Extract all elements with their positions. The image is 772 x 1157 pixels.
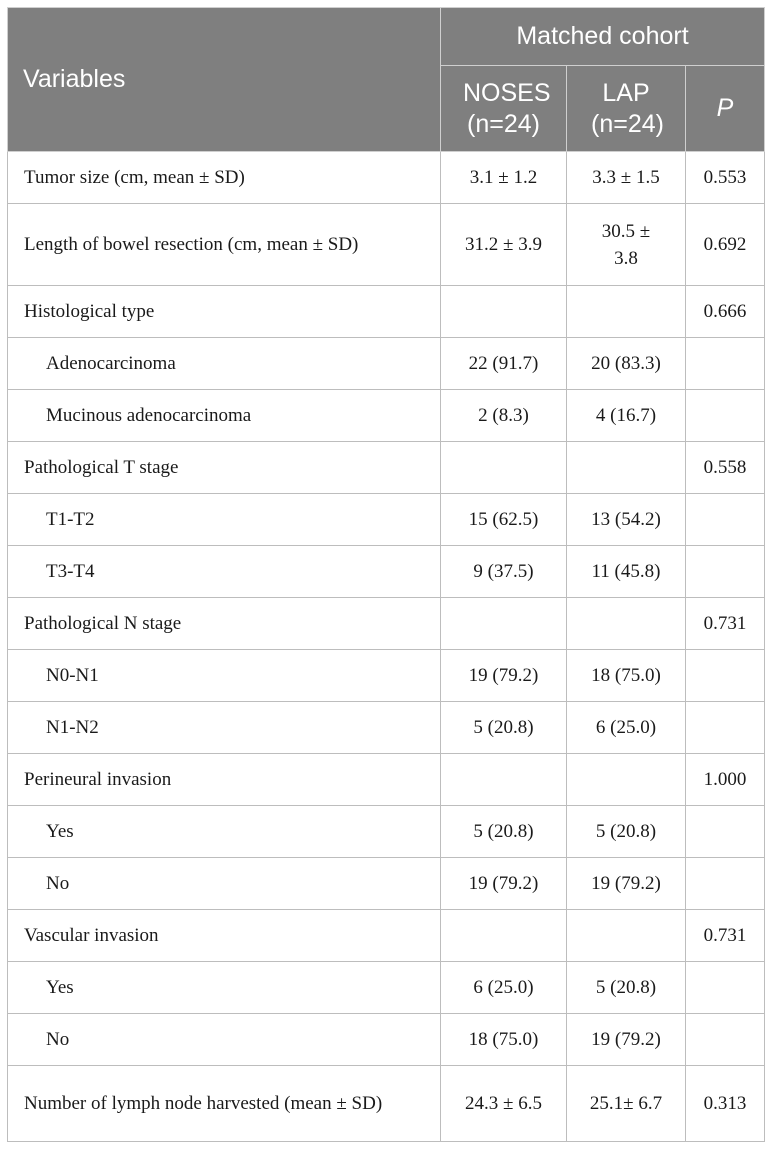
row-p: 0.313 bbox=[686, 1066, 765, 1142]
table-row bbox=[8, 650, 765, 702]
table-row bbox=[8, 338, 765, 390]
row-p bbox=[686, 806, 765, 858]
table-row bbox=[8, 390, 765, 442]
table-row bbox=[8, 494, 765, 546]
row-p bbox=[686, 494, 765, 546]
row-noses bbox=[441, 286, 567, 338]
row-label: Yes bbox=[8, 962, 441, 1014]
table-row bbox=[8, 806, 765, 858]
header-matched-cohort: Matched cohort bbox=[441, 8, 765, 66]
row-noses: 19 (79.2) bbox=[441, 650, 567, 702]
row-noses: 22 (91.7) bbox=[441, 338, 567, 390]
row-noses: 9 (37.5) bbox=[441, 546, 567, 598]
row-p bbox=[686, 546, 765, 598]
table-row bbox=[8, 702, 765, 754]
row-lap bbox=[567, 598, 686, 650]
row-lap: 5 (20.8) bbox=[567, 806, 686, 858]
row-noses: 19 (79.2) bbox=[441, 858, 567, 910]
table-row bbox=[8, 754, 765, 806]
row-noses: 5 (20.8) bbox=[441, 806, 567, 858]
row-noses: 31.2 ± 3.9 bbox=[441, 204, 567, 286]
row-p: 0.692 bbox=[686, 204, 765, 286]
row-label: Pathological T stage bbox=[8, 442, 441, 494]
row-label: Tumor size (cm, mean ± SD) bbox=[8, 152, 441, 204]
row-label: T1-T2 bbox=[8, 494, 441, 546]
table-header bbox=[8, 8, 765, 152]
row-lap: 25.1± 6.7 bbox=[567, 1066, 686, 1142]
row-p: 0.558 bbox=[686, 442, 765, 494]
header-noses: NOSES (n=24) bbox=[441, 66, 567, 152]
table-row bbox=[8, 546, 765, 598]
row-label: Adenocarcinoma bbox=[8, 338, 441, 390]
row-label: N0-N1 bbox=[8, 650, 441, 702]
row-lap: 19 (79.2) bbox=[567, 1014, 686, 1066]
row-lap: 11 (45.8) bbox=[567, 546, 686, 598]
row-label: No bbox=[8, 858, 441, 910]
row-label: T3-T4 bbox=[8, 546, 441, 598]
row-lap: 3.3 ± 1.5 bbox=[567, 152, 686, 204]
row-label: Vascular invasion bbox=[8, 910, 441, 962]
row-lap bbox=[567, 442, 686, 494]
row-lap: 19 (79.2) bbox=[567, 858, 686, 910]
table-row bbox=[8, 858, 765, 910]
row-lap: 5 (20.8) bbox=[567, 962, 686, 1014]
row-noses: 24.3 ± 6.5 bbox=[441, 1066, 567, 1142]
row-lap: 20 (83.3) bbox=[567, 338, 686, 390]
row-noses bbox=[441, 754, 567, 806]
row-label: No bbox=[8, 1014, 441, 1066]
table-row bbox=[8, 1066, 765, 1142]
row-noses: 5 (20.8) bbox=[441, 702, 567, 754]
row-noses: 18 (75.0) bbox=[441, 1014, 567, 1066]
row-noses: 15 (62.5) bbox=[441, 494, 567, 546]
row-lap bbox=[567, 286, 686, 338]
table-row bbox=[8, 442, 765, 494]
row-noses: 6 (25.0) bbox=[441, 962, 567, 1014]
row-noses bbox=[441, 598, 567, 650]
table-row bbox=[8, 1014, 765, 1066]
row-p bbox=[686, 702, 765, 754]
row-p bbox=[686, 1014, 765, 1066]
row-lap: 6 (25.0) bbox=[567, 702, 686, 754]
row-p: 0.666 bbox=[686, 286, 765, 338]
row-noses: 3.1 ± 1.2 bbox=[441, 152, 567, 204]
row-lap bbox=[567, 754, 686, 806]
row-p: 1.000 bbox=[686, 754, 765, 806]
row-p bbox=[686, 390, 765, 442]
results-table bbox=[7, 7, 765, 1142]
row-p bbox=[686, 962, 765, 1014]
row-lap: 13 (54.2) bbox=[567, 494, 686, 546]
row-label: Mucinous adenocarcinoma bbox=[8, 390, 441, 442]
table-row bbox=[8, 286, 765, 338]
row-label: N1-N2 bbox=[8, 702, 441, 754]
row-label: Pathological N stage bbox=[8, 598, 441, 650]
row-p bbox=[686, 858, 765, 910]
header-p: P bbox=[686, 66, 765, 152]
row-label: Perineural invasion bbox=[8, 754, 441, 806]
row-label: Number of lymph node harvested (mean ± SD) bbox=[8, 1066, 441, 1142]
table-row bbox=[8, 204, 765, 286]
table-row bbox=[8, 598, 765, 650]
row-label: Histological type bbox=[8, 286, 441, 338]
row-p: 0.731 bbox=[686, 598, 765, 650]
table-row bbox=[8, 910, 765, 962]
row-p: 0.731 bbox=[686, 910, 765, 962]
row-lap: 4 (16.7) bbox=[567, 390, 686, 442]
row-p bbox=[686, 338, 765, 390]
row-noses bbox=[441, 442, 567, 494]
row-noses bbox=[441, 910, 567, 962]
row-lap: 18 (75.0) bbox=[567, 650, 686, 702]
row-label: Yes bbox=[8, 806, 441, 858]
table-row bbox=[8, 152, 765, 204]
header-variables: Variables bbox=[8, 8, 441, 152]
header-lap: LAP (n=24) bbox=[567, 66, 686, 152]
row-p: 0.553 bbox=[686, 152, 765, 204]
row-p bbox=[686, 650, 765, 702]
row-label: Length of bowel resection (cm, mean ± SD) bbox=[8, 204, 441, 286]
row-lap: 30.5 ± 3.8 bbox=[567, 204, 686, 286]
row-noses: 2 (8.3) bbox=[441, 390, 567, 442]
row-lap bbox=[567, 910, 686, 962]
table-row bbox=[8, 962, 765, 1014]
